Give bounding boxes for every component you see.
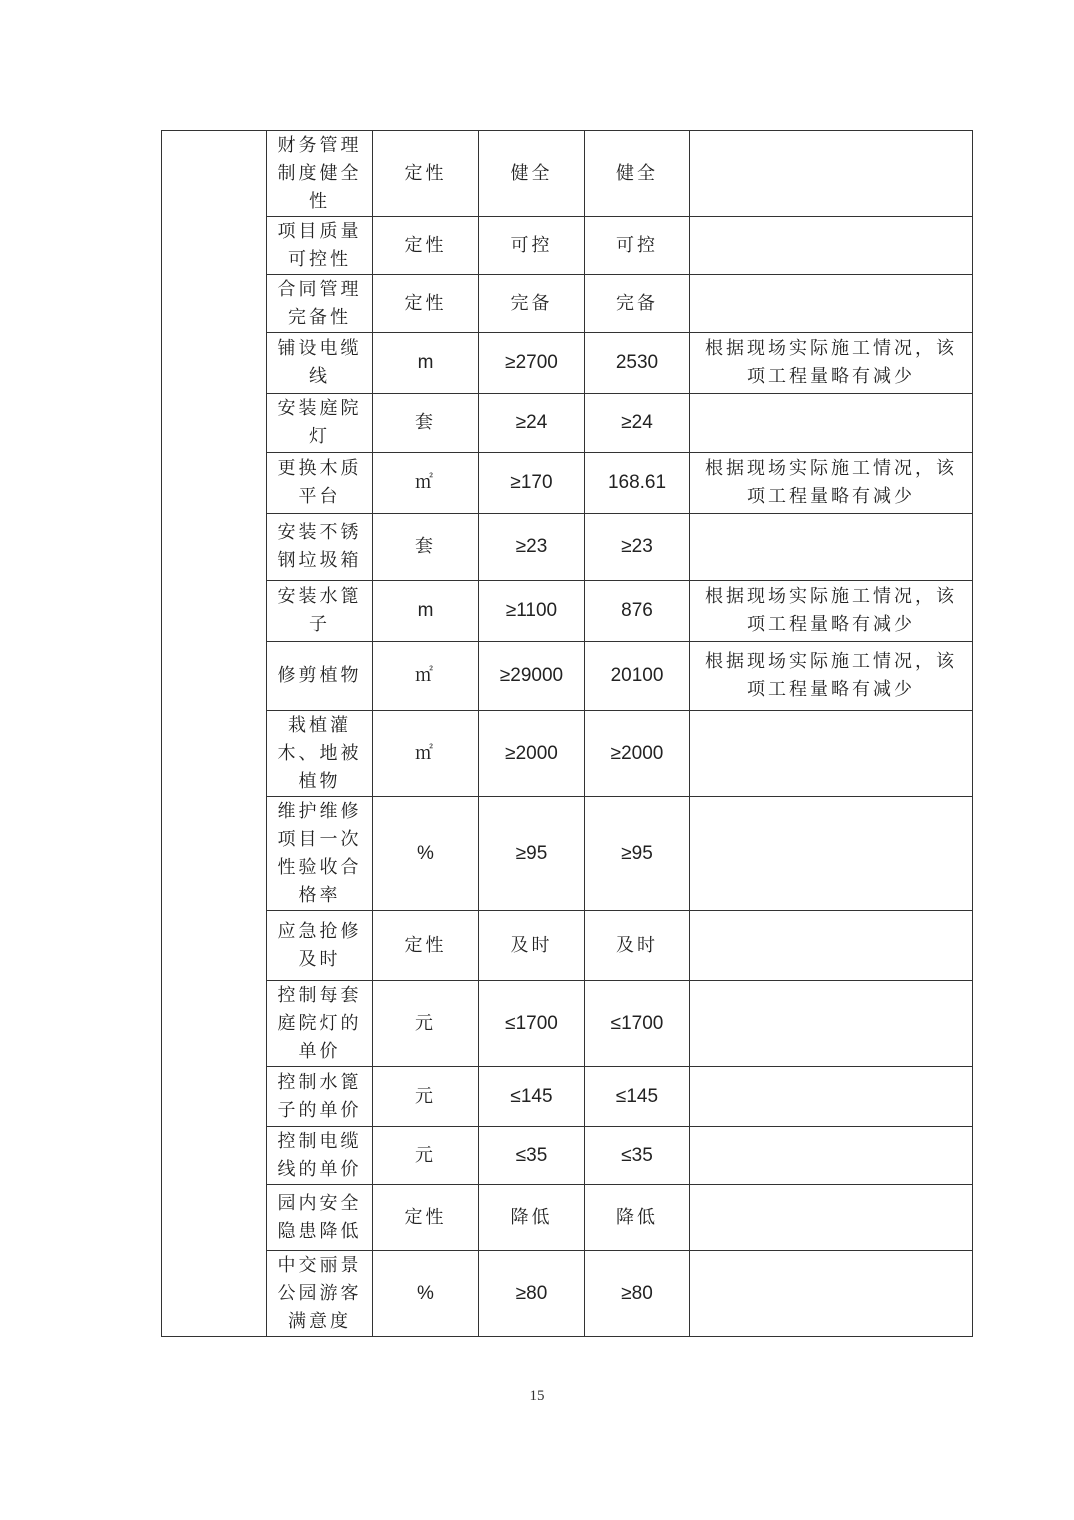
actual-value-cell: 及时 (585, 911, 690, 981)
table-row (162, 131, 973, 217)
target-value-cell: ≤35 (479, 1127, 585, 1185)
unit-cell: 定性 (373, 911, 479, 981)
unit-cell: 套 (373, 514, 479, 581)
actual-value-cell: ≥24 (585, 394, 690, 453)
indicator-name-cell: 铺设电缆线 (267, 333, 373, 394)
unit-cell: 定性 (373, 275, 479, 333)
target-value-cell: ≥80 (479, 1251, 585, 1337)
table-row (162, 581, 973, 642)
unit-cell: 定性 (373, 131, 479, 217)
unit-cell: m (373, 581, 479, 642)
target-value-cell: ≥95 (479, 797, 585, 911)
indicator-name-cell: 安装不锈钢垃圾箱 (267, 514, 373, 581)
unit-cell: ㎡ (373, 453, 479, 514)
actual-value-cell: ≤1700 (585, 981, 690, 1067)
note-cell (690, 981, 973, 1067)
table-row (162, 333, 973, 394)
actual-value-cell: 876 (585, 581, 690, 642)
indicator-name-cell: 安装水篦子 (267, 581, 373, 642)
unit-cell: 元 (373, 1127, 479, 1185)
unit-cell: 套 (373, 394, 479, 453)
target-value-cell: ≥170 (479, 453, 585, 514)
indicator-name-cell: 栽植灌木、地被植物 (267, 711, 373, 797)
target-value-cell: 健全 (479, 131, 585, 217)
indicator-name-cell: 项目质量可控性 (267, 217, 373, 275)
table-row (162, 797, 973, 911)
table-row (162, 217, 973, 275)
category-cell (162, 131, 267, 1337)
unit-cell: % (373, 1251, 479, 1337)
note-cell: 根据现场实际施工情况，该项工程量略有减少 (690, 453, 973, 514)
note-cell (690, 1251, 973, 1337)
indicator-name-cell: 应急抢修及时 (267, 911, 373, 981)
note-cell (690, 217, 973, 275)
table-row (162, 514, 973, 581)
target-value-cell: ≥29000 (479, 642, 585, 711)
indicator-name-cell: 控制电缆线的单价 (267, 1127, 373, 1185)
unit-cell: m (373, 333, 479, 394)
table-row (162, 1251, 973, 1337)
note-cell (690, 131, 973, 217)
indicator-name-cell: 园内安全隐患降低 (267, 1185, 373, 1251)
actual-value-cell: 完备 (585, 275, 690, 333)
unit-cell: 元 (373, 981, 479, 1067)
note-cell (690, 1185, 973, 1251)
table-row (162, 394, 973, 453)
table-row (162, 1067, 973, 1127)
indicator-name-cell: 控制每套庭院灯的单价 (267, 981, 373, 1067)
indicator-name-cell: 控制水篦子的单价 (267, 1067, 373, 1127)
note-cell (690, 394, 973, 453)
indicator-name-cell: 财务管理制度健全性 (267, 131, 373, 217)
indicator-name-cell: 修剪植物 (267, 642, 373, 711)
actual-value-cell: 168.61 (585, 453, 690, 514)
actual-value-cell: ≥80 (585, 1251, 690, 1337)
indicator-name-cell: 中交丽景公园游客满意度 (267, 1251, 373, 1337)
note-cell (690, 911, 973, 981)
indicator-table (161, 130, 973, 1337)
actual-value-cell: 20100 (585, 642, 690, 711)
table-row (162, 981, 973, 1067)
target-value-cell: ≤145 (479, 1067, 585, 1127)
unit-cell: ㎡ (373, 642, 479, 711)
indicator-name-cell: 维护维修项目一次性验收合格率 (267, 797, 373, 911)
actual-value-cell: 降低 (585, 1185, 690, 1251)
note-cell (690, 275, 973, 333)
target-value-cell: 可控 (479, 217, 585, 275)
note-cell: 根据现场实际施工情况，该项工程量略有减少 (690, 642, 973, 711)
note-cell (690, 797, 973, 911)
table-row (162, 275, 973, 333)
unit-cell: % (373, 797, 479, 911)
unit-cell: 元 (373, 1067, 479, 1127)
actual-value-cell: ≥95 (585, 797, 690, 911)
table-row (162, 642, 973, 711)
target-value-cell: ≥24 (479, 394, 585, 453)
note-cell (690, 711, 973, 797)
note-cell (690, 514, 973, 581)
indicator-name-cell: 合同管理完备性 (267, 275, 373, 333)
target-value-cell: 完备 (479, 275, 585, 333)
note-cell: 根据现场实际施工情况，该项工程量略有减少 (690, 581, 973, 642)
target-value-cell: 降低 (479, 1185, 585, 1251)
actual-value-cell: 健全 (585, 131, 690, 217)
table-row (162, 711, 973, 797)
target-value-cell: 及时 (479, 911, 585, 981)
target-value-cell: ≥2700 (479, 333, 585, 394)
indicator-name-cell: 安装庭院灯 (267, 394, 373, 453)
indicator-table-body (162, 131, 973, 1337)
table-row (162, 1127, 973, 1185)
table-row (162, 911, 973, 981)
target-value-cell: ≥23 (479, 514, 585, 581)
table-row (162, 1185, 973, 1251)
table-row (162, 453, 973, 514)
note-cell (690, 1067, 973, 1127)
target-value-cell: ≥1100 (479, 581, 585, 642)
indicator-name-cell: 更换木质平台 (267, 453, 373, 514)
note-cell (690, 1127, 973, 1185)
unit-cell: ㎡ (373, 711, 479, 797)
actual-value-cell: ≥2000 (585, 711, 690, 797)
page-number: 15 (529, 1388, 545, 1404)
target-value-cell: ≥2000 (479, 711, 585, 797)
actual-value-cell: ≥23 (585, 514, 690, 581)
actual-value-cell: ≤35 (585, 1127, 690, 1185)
actual-value-cell: 2530 (585, 333, 690, 394)
target-value-cell: ≤1700 (479, 981, 585, 1067)
actual-value-cell: ≤145 (585, 1067, 690, 1127)
unit-cell: 定性 (373, 1185, 479, 1251)
actual-value-cell: 可控 (585, 217, 690, 275)
unit-cell: 定性 (373, 217, 479, 275)
note-cell: 根据现场实际施工情况，该项工程量略有减少 (690, 333, 973, 394)
